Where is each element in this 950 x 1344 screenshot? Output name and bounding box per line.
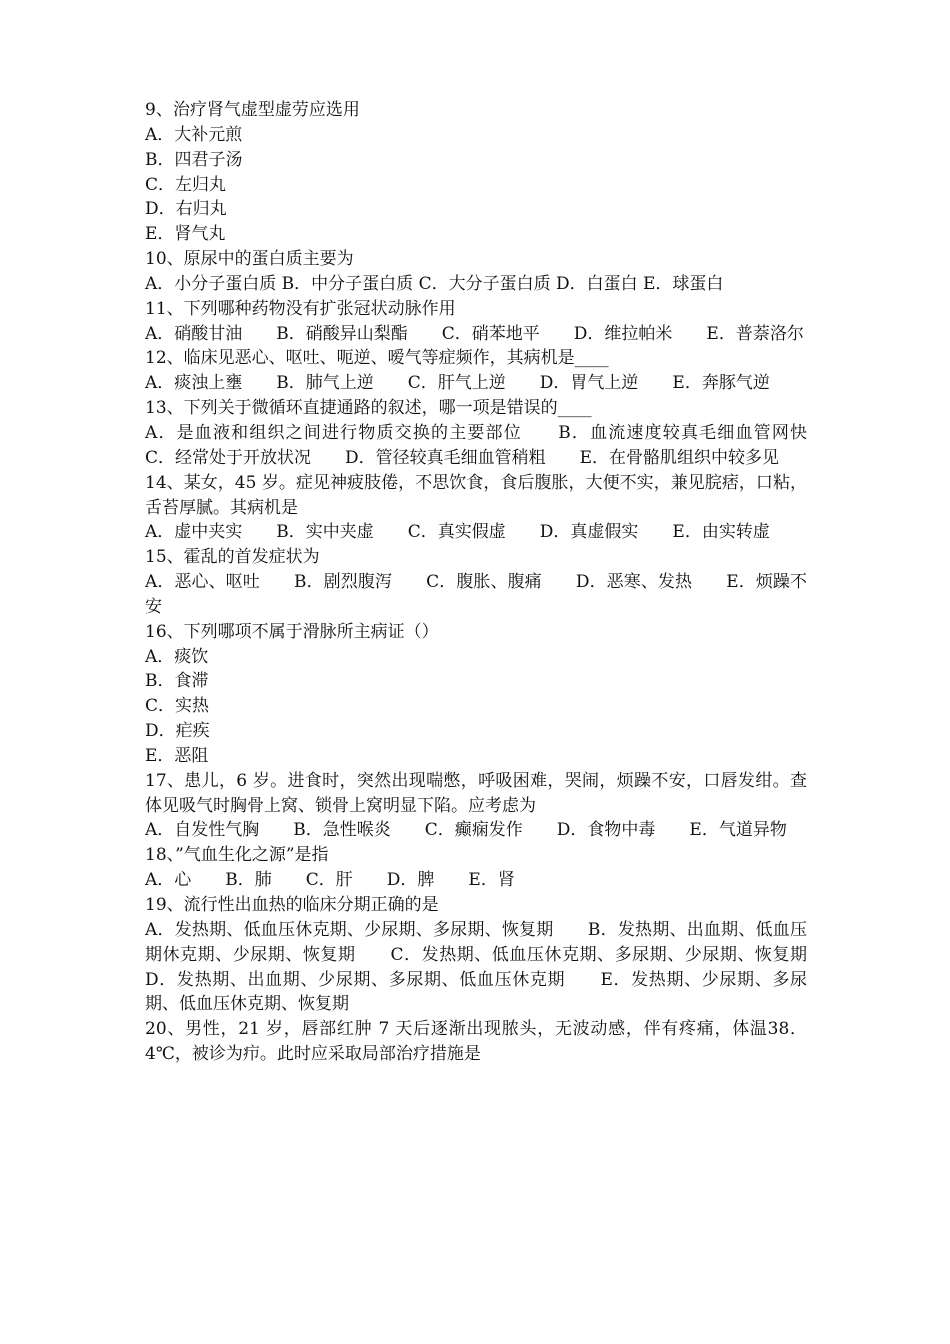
question-11-options: A．硝酸甘油 B．硝酸异山梨酯 C．硝苯地平 D．维拉帕米 E．普萘洛尔 (145, 323, 804, 344)
question-17-options: A．自发性气胸 B．急性喉炎 C．癫痫发作 D．食物中毒 E．气道异物 (145, 820, 787, 841)
question-16-option-e: E．恶阻 (145, 745, 209, 766)
question-10-stem: 10、原尿中的蛋白质主要为 (145, 249, 354, 270)
question-9-option-e: E．肾气丸 (145, 224, 226, 245)
question-18-options: A．心 B．肺 C．肝 D．脾 E．肾 (145, 870, 515, 891)
question-17-stem: 17、患儿，6 岁。进食时，突然出现喘憋，呼吸困难，哭闹，烦躁不安，口唇发绀。查体见吸气时胸骨上窝、锁骨上窝明显下陷。应考虑为 (145, 770, 807, 816)
question-19-stem: 19、流行性出血热的临床分期正确的是 (145, 895, 439, 915)
question-9-option-a: A．大补元煎 (145, 124, 243, 145)
question-9-option-c: C．左归丸 (145, 174, 227, 195)
question-18-stem: 18、”气血生化之源”是指 (145, 845, 329, 866)
question-16-option-d: D．疟疾 (145, 721, 210, 742)
question-15-stem: 15、霍乱的首发症状为 (145, 547, 320, 568)
question-10-options: A．小分子蛋白质 B．中分子蛋白质 C．大分子蛋白质 D．白蛋白 E．球蛋白 (145, 273, 724, 294)
question-9-option-d: D．右归丸 (145, 199, 227, 220)
question-13-stem: 13、下列关于微循环直捷通路的叙述，哪一项是错误的____ (145, 398, 592, 419)
document-body (145, 98, 841, 1067)
question-9-option-b: B．四君子汤 (145, 149, 243, 170)
question-14-options: A．虚中夹实 B．实中夹虚 C．真实假虚 D．真虚假实 E．由实转虚 (145, 522, 770, 543)
question-11-stem: 11、下列哪种药物没有扩张冠状动脉作用 (145, 298, 456, 319)
question-16-option-c: C．实热 (145, 696, 210, 717)
question-16-option-b: B．食滞 (145, 671, 209, 692)
question-16-stem: 16、下列哪项不属于滑脉所主病证（） (145, 621, 439, 642)
question-15-options: A．恶心、呕吐 B．剧烈腹泻 C．腹胀、腹痛 D．恶寒、发热 E．烦躁不安 (145, 572, 807, 617)
question-12-options: A．痰浊上壅 B．肺气上逆 C．肝气上逆 D．胃气上逆 E．奔豚气逆 (145, 373, 770, 394)
question-20-stem: 20、男性，21 岁，唇部红肿 7 天后逐渐出现脓头，无波动感，伴有疼痛，体温38．4℃，被诊为疖。此时应采取局部治疗措施是 (145, 1019, 807, 1065)
question-13-options: A．是血液和组织之间进行物质交换的主要部位 B．血流速度较真毛细血管网快 C．经常处于开放状况 D．管径较真毛细血管稍粗 E．在骨骼肌组织中较多见 (145, 422, 841, 468)
question-19-options: A．发热期、低血压休克期、少尿期、多尿期、恢复期 B．发热期、出血期、低血压期休克期、少尿期、恢复期 C．发热期、低血压休克期、多尿期、少尿期、恢复期 D．发热期、出血期、少尿期、多尿期、低血压休克期 E．发热期、少尿期、多尿期、低血压休克期、恢复期 (145, 919, 841, 1015)
question-9-stem: 9、治疗肾气虚型虚劳应选用 (145, 100, 360, 120)
question-16-option-a: A．痰饮 (145, 646, 209, 667)
question-14-stem: 14、某女，45 岁。症见神疲肢倦，不思饮食，食后腹胀，大便不实，兼见脘痞，口粘，舌苔厚腻。其病机是 (145, 472, 807, 518)
question-12-stem: 12、临床见恶心、呕吐、呃逆、嗳气等症频作，其病机是____ (145, 348, 609, 369)
